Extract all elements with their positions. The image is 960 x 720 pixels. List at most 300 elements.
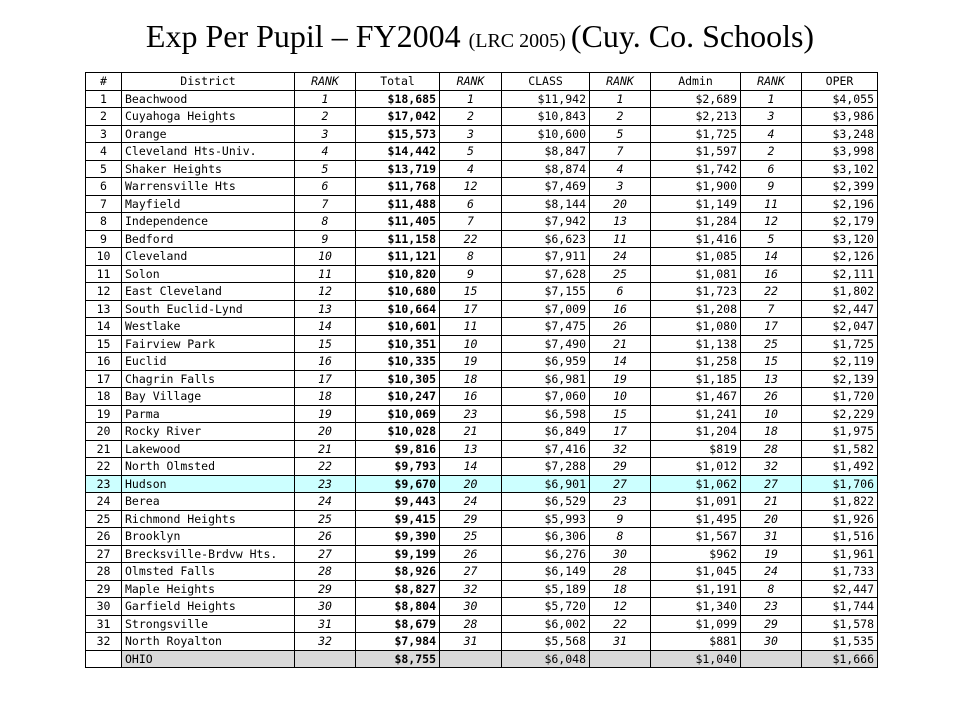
table-body xyxy=(86,90,878,668)
cell-rank-oper: 7 xyxy=(741,300,802,318)
cell-rank-class: 26 xyxy=(440,545,502,563)
cell-total: $11,488 xyxy=(356,195,440,213)
col-header-number: # xyxy=(86,73,122,91)
cell-total: $8,926 xyxy=(356,563,440,581)
cell-oper: $1,802 xyxy=(802,283,878,301)
cell-rank-total: 11 xyxy=(295,265,356,283)
cell-rank-admin: 32 xyxy=(590,440,651,458)
cell-class: $6,981 xyxy=(502,370,590,388)
cell-class: $7,288 xyxy=(502,458,590,476)
cell-district: Olmsted Falls xyxy=(122,563,295,581)
cell-rank-oper: 19 xyxy=(741,545,802,563)
cell-rank-total: 26 xyxy=(295,528,356,546)
cell-number: 30 xyxy=(86,598,122,616)
cell-rank-total: 16 xyxy=(295,353,356,371)
cell-rank-oper: 30 xyxy=(741,633,802,651)
cell-rank-total: 3 xyxy=(295,125,356,143)
cell-rank-admin: 3 xyxy=(590,178,651,196)
cell-district: North Olmsted xyxy=(122,458,295,476)
cell-rank-admin: 29 xyxy=(590,458,651,476)
cell-rank-total: 23 xyxy=(295,475,356,493)
cell-rank-total xyxy=(295,650,356,668)
cell-admin: $1,191 xyxy=(651,580,741,598)
cell-class: $7,416 xyxy=(502,440,590,458)
cell-oper: $4,055 xyxy=(802,90,878,108)
cell-total: $9,793 xyxy=(356,458,440,476)
cell-number: 14 xyxy=(86,318,122,336)
cell-oper: $1,706 xyxy=(802,475,878,493)
cell-admin: $1,099 xyxy=(651,615,741,633)
table-row xyxy=(86,230,878,248)
cell-rank-class: 18 xyxy=(440,370,502,388)
cell-oper: $2,447 xyxy=(802,580,878,598)
table-row xyxy=(86,528,878,546)
cell-rank-total: 13 xyxy=(295,300,356,318)
table-row xyxy=(86,633,878,651)
cell-rank-class: 27 xyxy=(440,563,502,581)
cell-district: Beachwood xyxy=(122,90,295,108)
cell-class: $6,598 xyxy=(502,405,590,423)
cell-admin: $1,040 xyxy=(651,650,741,668)
cell-rank-class: 15 xyxy=(440,283,502,301)
cell-number: 1 xyxy=(86,90,122,108)
cell-rank-total: 4 xyxy=(295,143,356,161)
cell-rank-total: 8 xyxy=(295,213,356,231)
cell-number: 9 xyxy=(86,230,122,248)
table-row xyxy=(86,160,878,178)
cell-total: $8,755 xyxy=(356,650,440,668)
cell-class: $8,847 xyxy=(502,143,590,161)
cell-number: 6 xyxy=(86,178,122,196)
table-row xyxy=(86,563,878,581)
cell-number: 7 xyxy=(86,195,122,213)
table-row xyxy=(86,265,878,283)
cell-class: $6,623 xyxy=(502,230,590,248)
cell-district: Bedford xyxy=(122,230,295,248)
cell-rank-class: 16 xyxy=(440,388,502,406)
cell-oper: $2,126 xyxy=(802,248,878,266)
cell-total: $10,028 xyxy=(356,423,440,441)
cell-rank-total: 17 xyxy=(295,370,356,388)
cell-rank-total: 19 xyxy=(295,405,356,423)
cell-total: $9,443 xyxy=(356,493,440,511)
cell-class: $11,942 xyxy=(502,90,590,108)
cell-district: Rocky River xyxy=(122,423,295,441)
cell-rank-total: 10 xyxy=(295,248,356,266)
cell-total: $10,820 xyxy=(356,265,440,283)
cell-rank-oper: 31 xyxy=(741,528,802,546)
table-row xyxy=(86,423,878,441)
cell-admin: $1,495 xyxy=(651,510,741,528)
cell-admin: $1,340 xyxy=(651,598,741,616)
col-header-rank: RANK xyxy=(590,73,651,91)
cell-district: Independence xyxy=(122,213,295,231)
cell-oper: $1,720 xyxy=(802,388,878,406)
cell-rank-class: 12 xyxy=(440,178,502,196)
cell-rank-total: 30 xyxy=(295,598,356,616)
cell-rank-oper: 4 xyxy=(741,125,802,143)
table-row xyxy=(86,335,878,353)
cell-rank-class: 4 xyxy=(440,160,502,178)
cell-rank-class: 29 xyxy=(440,510,502,528)
cell-number: 19 xyxy=(86,405,122,423)
cell-rank-class: 8 xyxy=(440,248,502,266)
cell-rank-total: 25 xyxy=(295,510,356,528)
cell-admin: $2,213 xyxy=(651,108,741,126)
cell-total: $7,984 xyxy=(356,633,440,651)
cell-district: Orange xyxy=(122,125,295,143)
cell-rank-oper: 27 xyxy=(741,475,802,493)
cell-district: Warrensville Hts xyxy=(122,178,295,196)
cell-oper: $1,666 xyxy=(802,650,878,668)
cell-number: 4 xyxy=(86,143,122,161)
cell-district: Chagrin Falls xyxy=(122,370,295,388)
cell-rank-admin: 31 xyxy=(590,633,651,651)
cell-rank-admin: 7 xyxy=(590,143,651,161)
cell-rank-class: 30 xyxy=(440,598,502,616)
cell-admin: $819 xyxy=(651,440,741,458)
title-main: Exp Per Pupil – FY2004 xyxy=(145,18,469,54)
cell-rank-admin: 25 xyxy=(590,265,651,283)
cell-total: $10,601 xyxy=(356,318,440,336)
cell-total: $13,719 xyxy=(356,160,440,178)
cell-class: $7,475 xyxy=(502,318,590,336)
cell-district: Euclid xyxy=(122,353,295,371)
cell-number: 27 xyxy=(86,545,122,563)
cell-rank-admin: 26 xyxy=(590,318,651,336)
cell-rank-oper: 32 xyxy=(741,458,802,476)
cell-admin: $1,138 xyxy=(651,335,741,353)
cell-rank-admin: 8 xyxy=(590,528,651,546)
cell-rank-class: 20 xyxy=(440,475,502,493)
cell-admin: $1,567 xyxy=(651,528,741,546)
cell-rank-total: 9 xyxy=(295,230,356,248)
cell-admin: $1,085 xyxy=(651,248,741,266)
cell-oper: $1,975 xyxy=(802,423,878,441)
cell-class: $6,959 xyxy=(502,353,590,371)
cell-rank-oper: 9 xyxy=(741,178,802,196)
title-scope: (Cuy. Co. Schools) xyxy=(570,18,815,54)
cell-admin: $1,080 xyxy=(651,318,741,336)
cell-rank-oper: 26 xyxy=(741,388,802,406)
cell-rank-total: 15 xyxy=(295,335,356,353)
cell-class: $7,060 xyxy=(502,388,590,406)
cell-admin: $962 xyxy=(651,545,741,563)
cell-rank-class: 14 xyxy=(440,458,502,476)
cell-rank-class: 31 xyxy=(440,633,502,651)
cell-district: South Euclid-Lynd xyxy=(122,300,295,318)
cell-total: $11,121 xyxy=(356,248,440,266)
cell-rank-oper: 14 xyxy=(741,248,802,266)
title-source: (LRC 2005) xyxy=(468,30,571,52)
cell-district: Shaker Heights xyxy=(122,160,295,178)
cell-district: Brecksville-Brdvw Hts. xyxy=(122,545,295,563)
cell-class: $7,469 xyxy=(502,178,590,196)
table-row xyxy=(86,213,878,231)
cell-number: 18 xyxy=(86,388,122,406)
cell-rank-oper: 22 xyxy=(741,283,802,301)
cell-class: $8,144 xyxy=(502,195,590,213)
cell-rank-total: 20 xyxy=(295,423,356,441)
cell-district: Cleveland Hts-Univ. xyxy=(122,143,295,161)
cell-rank-admin: 21 xyxy=(590,335,651,353)
cell-rank-oper: 17 xyxy=(741,318,802,336)
cell-rank-oper: 3 xyxy=(741,108,802,126)
header-row xyxy=(86,73,878,91)
cell-rank-oper xyxy=(741,650,802,668)
cell-district: Hudson xyxy=(122,475,295,493)
cell-rank-admin: 12 xyxy=(590,598,651,616)
cell-total: $10,069 xyxy=(356,405,440,423)
cell-rank-admin: 10 xyxy=(590,388,651,406)
cell-class: $6,276 xyxy=(502,545,590,563)
cell-district: North Royalton xyxy=(122,633,295,651)
cell-rank-class: 2 xyxy=(440,108,502,126)
cell-oper: $1,535 xyxy=(802,633,878,651)
table-row xyxy=(86,388,878,406)
col-header-total: Total xyxy=(356,73,440,91)
cell-rank-admin: 5 xyxy=(590,125,651,143)
cell-oper: $2,229 xyxy=(802,405,878,423)
cell-total: $15,573 xyxy=(356,125,440,143)
cell-rank-oper: 24 xyxy=(741,563,802,581)
cell-rank-admin: 15 xyxy=(590,405,651,423)
cell-number: 3 xyxy=(86,125,122,143)
table-row xyxy=(86,405,878,423)
cell-total: $11,158 xyxy=(356,230,440,248)
cell-number: 10 xyxy=(86,248,122,266)
cell-class: $8,874 xyxy=(502,160,590,178)
cell-oper: $2,119 xyxy=(802,353,878,371)
cell-number: 15 xyxy=(86,335,122,353)
cell-oper: $3,102 xyxy=(802,160,878,178)
cell-class: $6,048 xyxy=(502,650,590,668)
cell-number: 5 xyxy=(86,160,122,178)
cell-class: $5,720 xyxy=(502,598,590,616)
cell-rank-total: 6 xyxy=(295,178,356,196)
cell-oper: $3,986 xyxy=(802,108,878,126)
table-row xyxy=(86,510,878,528)
cell-oper: $2,047 xyxy=(802,318,878,336)
cell-rank-admin: 11 xyxy=(590,230,651,248)
cell-rank-class: 5 xyxy=(440,143,502,161)
cell-rank-class: 13 xyxy=(440,440,502,458)
cell-rank-oper: 5 xyxy=(741,230,802,248)
cell-admin: $1,081 xyxy=(651,265,741,283)
cell-rank-admin: 13 xyxy=(590,213,651,231)
cell-rank-admin: 14 xyxy=(590,353,651,371)
cell-oper: $1,516 xyxy=(802,528,878,546)
cell-admin: $1,241 xyxy=(651,405,741,423)
cell-number: 20 xyxy=(86,423,122,441)
table-row xyxy=(86,545,878,563)
cell-rank-total: 32 xyxy=(295,633,356,651)
cell-number: 32 xyxy=(86,633,122,651)
cell-total: $8,679 xyxy=(356,615,440,633)
cell-rank-total: 31 xyxy=(295,615,356,633)
cell-total: $10,664 xyxy=(356,300,440,318)
col-header-rank: RANK xyxy=(741,73,802,91)
cell-rank-class: 28 xyxy=(440,615,502,633)
cell-class: $6,901 xyxy=(502,475,590,493)
cell-admin: $1,208 xyxy=(651,300,741,318)
cell-rank-total: 12 xyxy=(295,283,356,301)
cell-district: Brooklyn xyxy=(122,528,295,546)
cell-number: 16 xyxy=(86,353,122,371)
cell-rank-oper: 18 xyxy=(741,423,802,441)
cell-district: Maple Heights xyxy=(122,580,295,598)
cell-oper: $3,248 xyxy=(802,125,878,143)
cell-oper: $1,926 xyxy=(802,510,878,528)
cell-class: $7,009 xyxy=(502,300,590,318)
cell-class: $7,490 xyxy=(502,335,590,353)
cell-rank-admin: 6 xyxy=(590,283,651,301)
cell-admin: $1,091 xyxy=(651,493,741,511)
cell-district: Richmond Heights xyxy=(122,510,295,528)
cell-number: 2 xyxy=(86,108,122,126)
cell-total: $17,042 xyxy=(356,108,440,126)
cell-rank-oper: 10 xyxy=(741,405,802,423)
cell-rank-oper: 8 xyxy=(741,580,802,598)
cell-oper: $3,120 xyxy=(802,230,878,248)
cell-admin: $1,045 xyxy=(651,563,741,581)
cell-rank-admin: 18 xyxy=(590,580,651,598)
page-title xyxy=(0,18,960,55)
cell-admin: $1,725 xyxy=(651,125,741,143)
cell-class: $10,600 xyxy=(502,125,590,143)
cell-admin: $1,258 xyxy=(651,353,741,371)
cell-total: $8,804 xyxy=(356,598,440,616)
cell-district: Fairview Park xyxy=(122,335,295,353)
cell-district: Solon xyxy=(122,265,295,283)
cell-total: $10,351 xyxy=(356,335,440,353)
cell-admin: $1,062 xyxy=(651,475,741,493)
cell-admin: $1,149 xyxy=(651,195,741,213)
cell-oper: $3,998 xyxy=(802,143,878,161)
cell-number: 28 xyxy=(86,563,122,581)
cell-number: 29 xyxy=(86,580,122,598)
col-header-rank: RANK xyxy=(295,73,356,91)
cell-rank-admin: 2 xyxy=(590,108,651,126)
cell-oper: $1,492 xyxy=(802,458,878,476)
cell-rank-oper: 15 xyxy=(741,353,802,371)
cell-rank-oper: 2 xyxy=(741,143,802,161)
cell-number: 25 xyxy=(86,510,122,528)
cell-rank-class: 1 xyxy=(440,90,502,108)
cell-rank-oper: 1 xyxy=(741,90,802,108)
col-header-district: District xyxy=(122,73,295,91)
cell-district: Garfield Heights xyxy=(122,598,295,616)
cell-rank-total: 2 xyxy=(295,108,356,126)
cell-rank-oper: 29 xyxy=(741,615,802,633)
table-row xyxy=(86,143,878,161)
cell-rank-oper: 16 xyxy=(741,265,802,283)
cell-total: $9,670 xyxy=(356,475,440,493)
cell-rank-admin: 16 xyxy=(590,300,651,318)
cell-district: Strongsville xyxy=(122,615,295,633)
cell-district: Lakewood xyxy=(122,440,295,458)
cell-number: 22 xyxy=(86,458,122,476)
cell-rank-oper: 11 xyxy=(741,195,802,213)
cell-class: $6,149 xyxy=(502,563,590,581)
cell-admin: $1,723 xyxy=(651,283,741,301)
table-row xyxy=(86,125,878,143)
table-row xyxy=(86,615,878,633)
cell-rank-admin: 30 xyxy=(590,545,651,563)
cell-rank-total: 22 xyxy=(295,458,356,476)
cell-district: Cleveland xyxy=(122,248,295,266)
cell-rank-class: 25 xyxy=(440,528,502,546)
cell-rank-admin: 23 xyxy=(590,493,651,511)
cell-rank-class: 32 xyxy=(440,580,502,598)
table-row xyxy=(86,493,878,511)
cell-rank-class: 21 xyxy=(440,423,502,441)
cell-oper: $1,733 xyxy=(802,563,878,581)
cell-oper: $1,822 xyxy=(802,493,878,511)
cell-number: 13 xyxy=(86,300,122,318)
cell-number: 26 xyxy=(86,528,122,546)
cell-rank-oper: 23 xyxy=(741,598,802,616)
cell-total: $11,405 xyxy=(356,213,440,231)
cell-district: OHIO xyxy=(122,650,295,668)
cell-rank-oper: 25 xyxy=(741,335,802,353)
cell-number: 11 xyxy=(86,265,122,283)
cell-rank-class: 9 xyxy=(440,265,502,283)
cell-oper: $2,139 xyxy=(802,370,878,388)
table-row xyxy=(86,440,878,458)
cell-rank-admin: 17 xyxy=(590,423,651,441)
cell-rank-class xyxy=(440,650,502,668)
cell-rank-admin: 9 xyxy=(590,510,651,528)
cell-number: 17 xyxy=(86,370,122,388)
cell-rank-class: 7 xyxy=(440,213,502,231)
cell-admin: $1,204 xyxy=(651,423,741,441)
cell-rank-admin xyxy=(590,650,651,668)
table-row xyxy=(86,598,878,616)
table-row xyxy=(86,318,878,336)
cell-rank-oper: 12 xyxy=(741,213,802,231)
cell-oper: $2,179 xyxy=(802,213,878,231)
cell-rank-admin: 24 xyxy=(590,248,651,266)
cell-total: $10,305 xyxy=(356,370,440,388)
cell-rank-oper: 20 xyxy=(741,510,802,528)
cell-rank-oper: 6 xyxy=(741,160,802,178)
cell-rank-class: 6 xyxy=(440,195,502,213)
cell-admin: $1,185 xyxy=(651,370,741,388)
cell-admin: $1,012 xyxy=(651,458,741,476)
cell-oper: $1,961 xyxy=(802,545,878,563)
cell-number: 21 xyxy=(86,440,122,458)
cell-rank-class: 3 xyxy=(440,125,502,143)
cell-admin: $881 xyxy=(651,633,741,651)
cell-rank-total: 28 xyxy=(295,563,356,581)
cell-number: 31 xyxy=(86,615,122,633)
cell-class: $5,993 xyxy=(502,510,590,528)
cell-oper: $1,578 xyxy=(802,615,878,633)
cell-class: $5,568 xyxy=(502,633,590,651)
cell-class: $7,155 xyxy=(502,283,590,301)
cell-total: $14,442 xyxy=(356,143,440,161)
cell-admin: $2,689 xyxy=(651,90,741,108)
cell-district: Parma xyxy=(122,405,295,423)
cell-class: $7,628 xyxy=(502,265,590,283)
col-header-oper: OPER xyxy=(802,73,878,91)
cell-admin: $1,467 xyxy=(651,388,741,406)
cell-rank-class: 23 xyxy=(440,405,502,423)
cell-total: $9,390 xyxy=(356,528,440,546)
cell-district: Westlake xyxy=(122,318,295,336)
cell-oper: $2,447 xyxy=(802,300,878,318)
